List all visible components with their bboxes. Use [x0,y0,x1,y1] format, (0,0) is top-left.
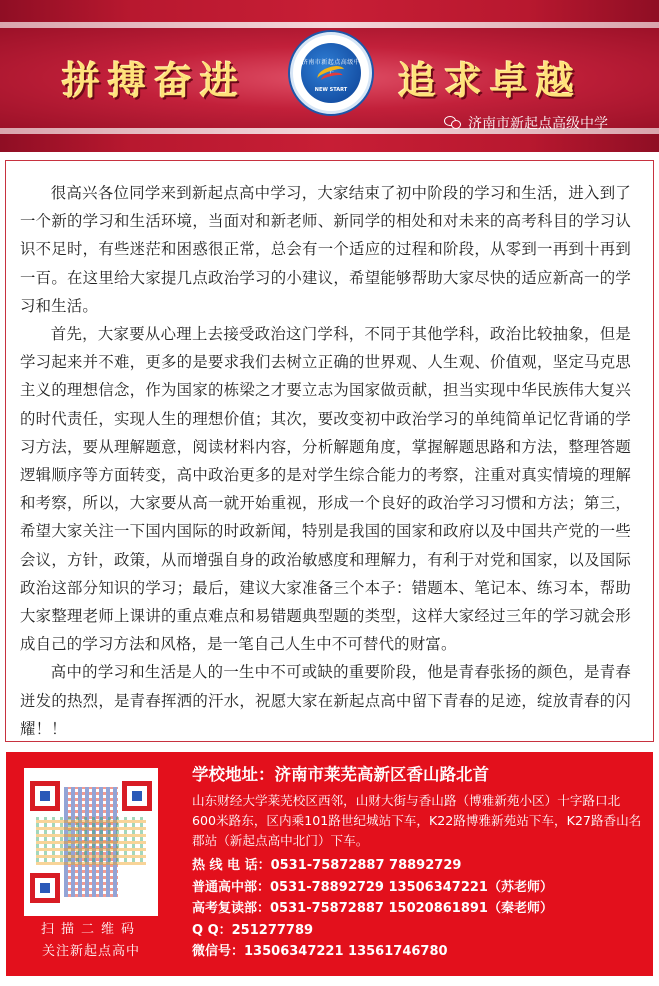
contact-value: 13506347221 13561746780 [244,944,448,959]
contact-value: 0531-78892729 13506347221（苏老师） [270,879,553,895]
qr-code[interactable] [30,781,152,903]
school-logo [290,32,372,114]
logo-ring-text: 济南市新起点高级中学 [301,59,361,75]
contact-value: 251277789 [231,922,314,938]
slogan-right: 追求卓越 [398,58,583,103]
contact-label: 普通高中部： [192,879,271,895]
contact-wechat [192,941,644,963]
contact-exam-repeat-dept [192,898,644,920]
article-box [5,160,654,742]
article-paragraph-2: 首先，大家要从心理上去接受政治这门学科，不同于其他学科，政治比较抽象，但是学习起来并不难，更多的是要求我们去树立正确的世界观、人生观、价值观，坚定马克思主义的理想信念，作为国家的栋梁之才要立志为国家做贡献，担当实现中华民族伟大复兴的时代责任，实现人生的理想价值；其次，要改变初中政治学习的单纯简单记忆背诵的学习方法，要从理解题意，阅读材料内容，分析解题角度，掌握解题思路和方法，整理答题逻辑顺序等方面转变，高中政治更多的是对学生综合能力的考察，注重对真实情境的理解和考察，所以，大家要从高一就开始重视，形成一个良好的政治学习习惯和方法；第三，希望大家关注一下国内国际的时政新闻，特别是我国的国家和政府以及中国共产党的一些会议，方针，政策，从而增强自身的政治敏感度和理解力，有利于对党和国家，以及国际政治这部分知识的学习；最后，建议大家准备三个本子：错题本、笔记本、练习本，帮助大家整理老师上课讲的重点难点和易错题典型题的类型，这样大家经过三年的学习就会形成自己的学习方法和风格，是一笔自己人生中不可替代的财富。 [20,325,631,654]
article-paragraph-3: 高中的学习和生活是人的一生中不可或缺的重要阶段，他是青春张扬的颜色，是青春迸发的热烈，是青春挥洒的汗水，祝愿大家在新起点高中留下青春的足迹，绽放青春的闪耀！！ [20,663,631,738]
qr-finder-top-right [122,781,152,811]
qr-caption-follow: 关注新起点高中 [41,944,140,959]
logo-bottom-text: NEW START [314,87,348,93]
wechat-icon [444,116,462,130]
header-banner [0,0,659,152]
contact-value: 0531-75872887 15020861891（秦老师） [270,901,553,916]
logo-emblem [301,43,361,103]
qr-caption-scan: 扫描二维码 [40,922,141,937]
school-info [192,762,644,963]
qr-code-frame [24,768,158,916]
address-title: 学校地址：济南市莱芜高新区香山路北首 [192,765,489,784]
contact-list [192,855,644,963]
contact-label: 高考复读部： [192,901,271,916]
address-detail: 山东财经大学莱芜校区西邻，山财大街与香山路（博雅新苑小区）十字路口北600米路东，区内乘101路世纪城站下车，K22路博雅新苑站下车，K27路香山名郡站（新起点高中北门）下车。 [192,793,642,848]
contact-label: 热 线 电 话： [192,858,271,873]
contact-label: 微信号： [192,944,245,959]
contact-value: 0531-75872887 78892729 [270,858,462,873]
wechat-watermark [444,113,608,133]
contact-qq [192,920,644,942]
contact-hotline [192,855,644,877]
slogan-left: 拼搏奋进 [62,58,247,103]
article-paragraph-1: 很高兴各位同学来到新起点高中学习，大家结束了初中阶段的学习和生活，进入到了一个新的学习和生活环境，当面对和新老师、新同学的相处和对未来的高考科目的学习认识不足时，有些迷茫和困惑很正常，总会有一个适应的过程和阶段，从零到一再到十再到一百。在这里给大家提几点政治学习的小建议，希望能够帮助大家尽快的适应新高一的学习和生活。 [20,184,631,315]
contact-label: Q Q： [192,922,232,938]
wechat-account-name: 济南市新起点高级中学 [468,116,608,132]
contact-footer [6,752,653,976]
qr-finder-top-left [30,781,60,811]
qr-finder-bottom-left [30,873,60,903]
contact-regular-high-school [192,877,644,899]
